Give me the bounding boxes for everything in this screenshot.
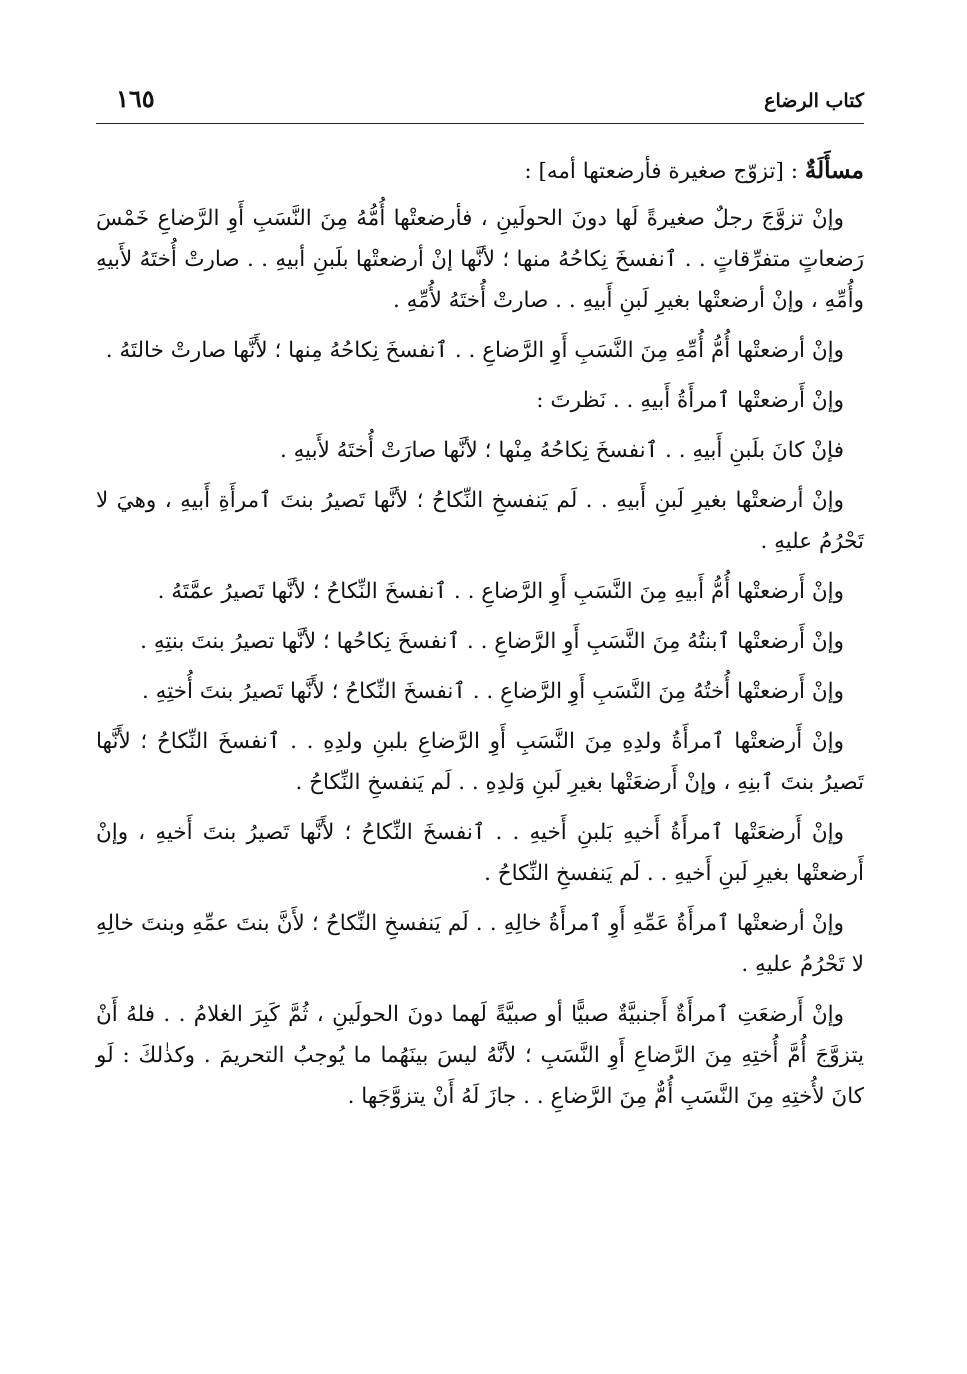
paragraph: وإنْ أَرضعتْها ٱمرأَةُ أَبيهِ . . نَظرتَ :: [536, 388, 844, 413]
paragraph: وإنْ أَرضعتْها ٱبنتُهُ مِنَ النَّسَبِ أَوِ الرَّضاعِ . . ٱنفسخَ نِكاحُها ؛ لأنَّها تصيرُ بنتَ بنتِهِ .: [140, 629, 844, 654]
section-heading: [96, 150, 864, 192]
paragraph: وإنْ أرضعتْها أُمُّ أُمِّهِ مِنَ النَّسَبِ أَوِ الرَّضاعِ . . ٱنفسخَ نِكاحُهُ مِنها ؛ لأَنَّها صارتْ خالتَهُ .: [105, 338, 844, 363]
paragraph: وإنْ أَرضعتْها ٱمرأَةُ ولدِهِ مِنَ النَّسَبِ أَوِ الرَّضاعِ بلبنِ ولدِهِ . . ٱنفسخَ النِّكاحُ ؛ لأَنَّها تَصيرُ بنتَ ٱبنِهِ ، وإنْ أَرضعَتْها بغيرِ لَبنِ وَلدِهِ . . لَم يَنفسخِ النِّكاحُ .: [96, 729, 864, 795]
header-rule: [96, 123, 864, 124]
paragraph: وإنْ أَرضعتْها أُمُّ أَبيهِ مِنَ النَّسَبِ أَوِ الرَّضاعِ . . ٱنفسخَ النِّكاحُ ؛ لأنَّها تَصيرُ عمَّتَهُ .: [157, 579, 844, 604]
section-title: : [تزوّج صغيرة فأرضعتها أمه] :: [524, 159, 805, 184]
paragraph: فإنْ كانَ بلَبنِ أَبيهِ . . ٱنفسخَ نِكاحُهُ مِنْها ؛ لأنَّها صارَتْ أُختَهُ لأَبيهِ .: [279, 438, 844, 463]
paragraph: وإنْ أَرضعَتْها ٱمرأَةُ أَخيهِ بَلبنِ أَخيهِ . . ٱنفسخَ النِّكاحُ ؛ لأَنَّها تَصيرُ بنتَ أَخيهِ ، وإنْ أَرضعتْها بغيرِ لَبنِ أَخيهِ . . لَم يَنفسخِ النِّكاحُ .: [96, 820, 864, 886]
main-text: [96, 150, 864, 1126]
page-number: ١٦٥: [116, 84, 155, 113]
paragraph: وإنْ أَرضعتْها أُختُهُ مِنَ النَّسَبِ أَوِ الرَّضاعِ . . ٱنفسخَ النِّكاحُ ؛ لأَنَّها تَصيرُ بنتَ أُختِهِ .: [142, 679, 844, 704]
paragraph: وإنْ أرضعتْها بغيرِ لَبنِ أَبيهِ . . لَم يَنفسخِ النِّكاحُ ؛ لأنَّها تَصيرُ بنتَ ٱمرأَةِ أَبيهِ ، وهيَ لا تَحْرُمُ عليهِ .: [96, 488, 864, 554]
book-title: كتاب الرضاع: [764, 90, 864, 112]
document-page: [96, 0, 864, 1374]
paragraph: وإنْ أَرضعَتِ ٱمرأَةٌ أَجنبيَّةٌ صبيًّا أو صبيَّةً لَهما دونَ الحولَينِ ، ثُمَّ كَبِرَ الغلامُ . . فلهُ أَنْ يتزوَّجَ أُمَّ أُختِهِ مِنَ الرَّضاعِ أَوِ النَّسَبِ ؛ لأنَّهُ ليسَ بينَهُما ما يُوجبُ التحريمَ . وكذٰلكَ : لَو كانَ لأُختِهِ مِنَ النَّسَبِ أُمٌّ مِنَ الرَّضاعِ . . جازَ لَهُ أَنْ يتزوَّجَها .: [96, 1002, 864, 1109]
running-header: [96, 84, 864, 124]
masala-label: مسأَلَةٌ: [804, 157, 864, 184]
paragraph: وإنْ تزوَّجَ رجلٌ صغيرةً لَها دونَ الحولَينِ ، فأرضعتْها أُمُّهُ مِنَ النَّسَبِ أَوِ الرَّضاعِ خَمْسَ رَضعاتٍ متفرِّقاتٍ . . ٱنفسخَ نِكاحُهُ منها ؛ لأنَّها إنْ أرضعتْها بلَبنِ أبيهِ . . صارتْ أُختَهُ لأَبيهِ وأُمِّهِ ، وإنْ أرضعتْها بغيرِ لَبنِ أَبيهِ . . صارتْ أُختَهُ لأُمِّهِ .: [96, 206, 864, 313]
paragraph: وإنْ أرضعتْها ٱمرأَةُ عَمِّهِ أَوِ ٱمرأَةُ خالِهِ . . لَم يَنفسخِ النِّكاحُ ؛ لأَنَّ بنتَ عمِّهِ وبنتَ خالِهِ لا تَحْرُمُ عليهِ .: [96, 911, 864, 977]
